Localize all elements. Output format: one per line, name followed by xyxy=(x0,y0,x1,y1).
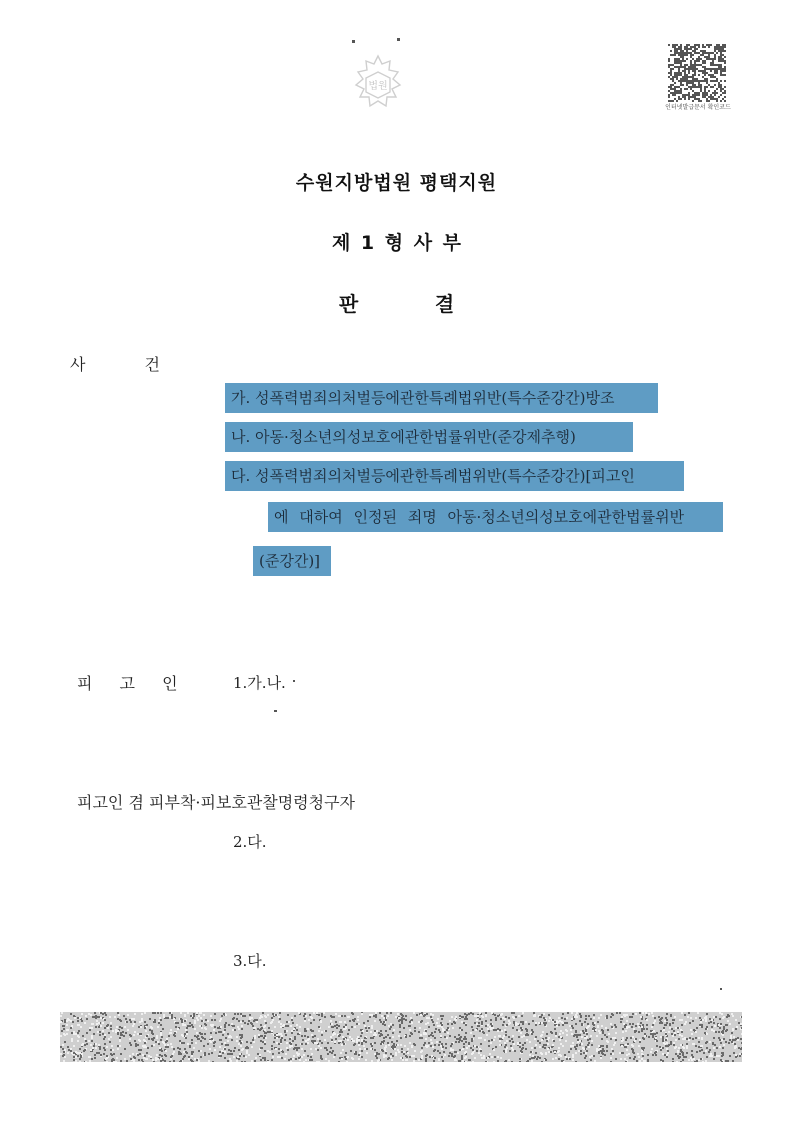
scan-mark xyxy=(397,38,400,41)
verification-qr-code xyxy=(668,44,726,102)
qr-caption: 인터넷발급문서 확인코드 xyxy=(665,104,731,111)
scan-mark xyxy=(720,988,722,990)
case-line: 에 대하여 인정된 죄명 아동·청소년의성보호에관한법률위반 xyxy=(268,502,723,532)
redacted-noise-strip xyxy=(60,1012,742,1062)
case-line: 가. 성폭력범죄의처벌등에관한특례법위반(특수준강간)방조 xyxy=(225,383,658,413)
scan-mark xyxy=(293,680,295,682)
defendant-entry: 1.가.나. xyxy=(233,674,286,692)
case-line: 나. 아동·청소년의성보호에관한법률위반(준강제추행) xyxy=(225,422,633,452)
seal-text: 법원 xyxy=(368,81,388,92)
scan-mark xyxy=(274,710,277,712)
document-type xyxy=(0,288,793,317)
defendant-label: 피 고 인 xyxy=(77,674,178,693)
court-name: 수원지방법원 평택지원 xyxy=(295,172,498,194)
court-seal xyxy=(352,52,404,118)
case-label: 사 건 xyxy=(70,355,160,374)
document-type-left: 판 xyxy=(338,292,359,316)
defendant-entry: 2.다. xyxy=(233,833,267,851)
document-type-right: 결 xyxy=(434,292,455,316)
case-line: 다. 성폭력범죄의처벌등에관한특례법위반(특수준강간)[피고인 xyxy=(225,461,684,491)
case-line: (준강간)] xyxy=(253,546,331,576)
division-name: 제 1 형 사 부 xyxy=(331,232,462,254)
defendant-entry: 3.다. xyxy=(233,952,267,970)
scan-mark xyxy=(352,40,355,43)
defendant-supervision-label: 피고인 겸 피부착·피보호관찰명령청구자 xyxy=(77,793,356,812)
